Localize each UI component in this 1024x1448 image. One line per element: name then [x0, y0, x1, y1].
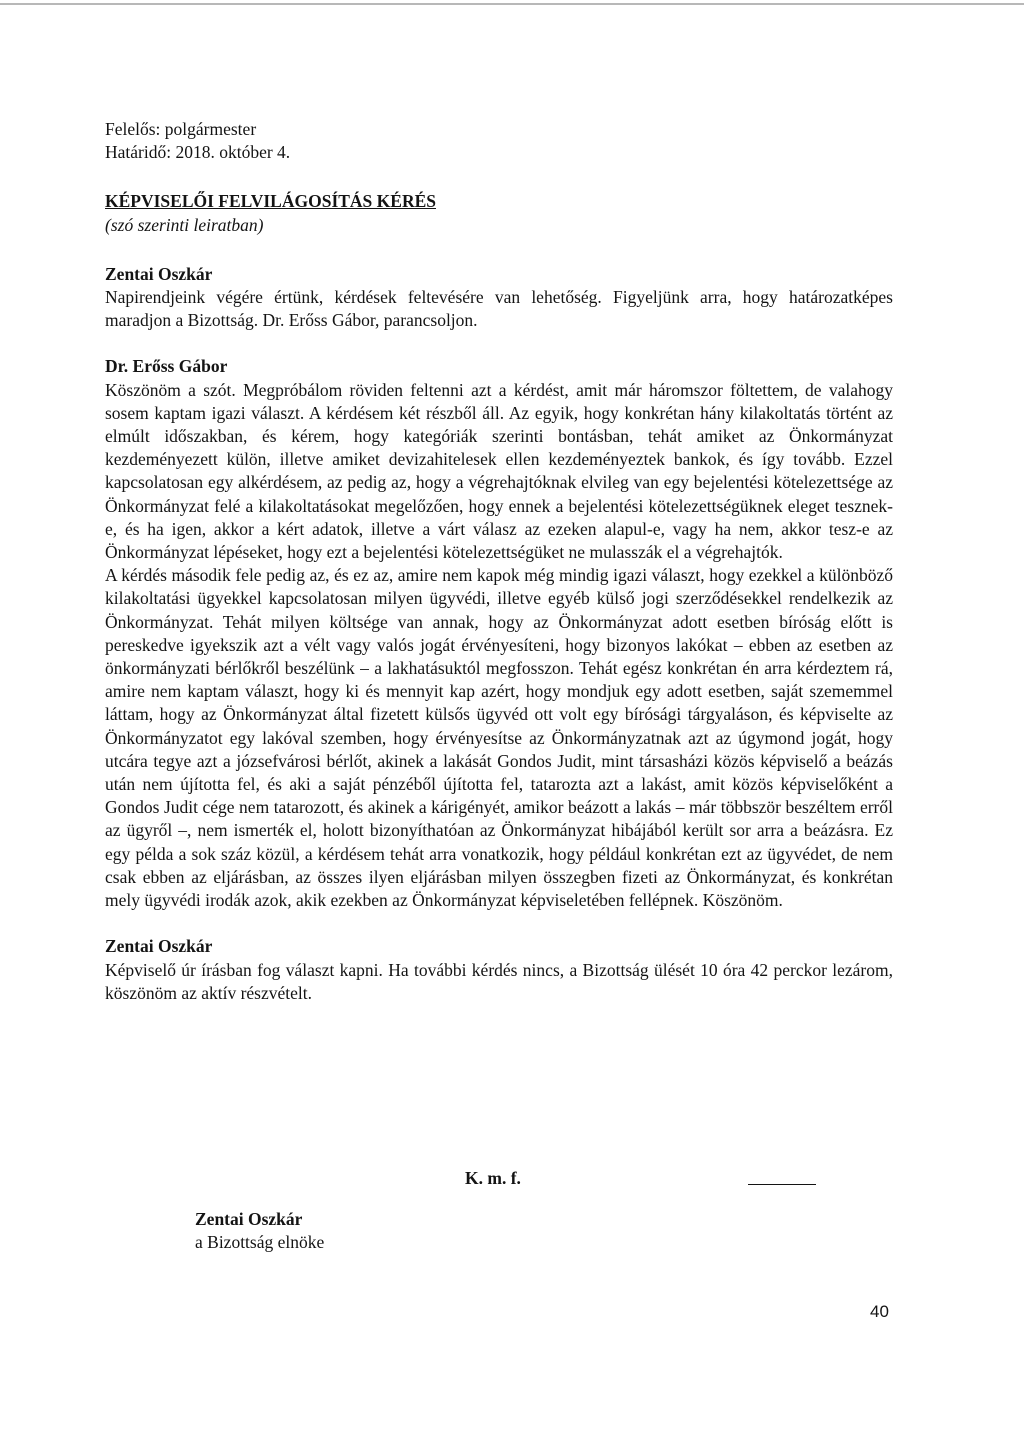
- speaker-name: Zentai Oszkár: [105, 263, 213, 284]
- page-number: 40: [870, 1302, 889, 1321]
- speaker-name: Zentai Oszkár: [105, 936, 213, 957]
- responsible-line: Felelős: polgármester: [105, 119, 257, 139]
- section-subtitle: (szó szerinti leiratban): [105, 214, 264, 235]
- signature-name: Zentai Oszkár: [195, 1209, 303, 1229]
- speech-paragraph: Napirendjeink végére értünk, kérdések feltevésére van lehetőség. Figyeljünk arra, hogy határozatképes maradjon a Bizottság. Dr. Erőss Gábor, parancsoljon.: [105, 287, 893, 331]
- top-border-line: [0, 3, 1024, 5]
- signature-block: [195, 1208, 324, 1254]
- deadline-line: Határidő: 2018. október 4.: [105, 142, 291, 163]
- signature-role: a Bizottság elnöke: [195, 1232, 325, 1253]
- document-body: [105, 118, 893, 1005]
- kmf-label: K. m. f.: [465, 1168, 521, 1188]
- section-title: KÉPVISELŐI FELVILÁGOSÍTÁS KÉRÉS: [105, 191, 436, 212]
- signature-line: [748, 1184, 816, 1185]
- speech-paragraph: Képviselő úr írásban fog választ kapni. Ha további kérdés nincs, a Bizottság ülését 10 óra 42 perckor lezárom, köszönöm az aktív részvételt.: [105, 959, 893, 1003]
- speech-paragraph: Köszönöm a szót. Megpróbálom röviden feltenni azt a kérdést, amit már háromszor föltettem, de valahogy sosem kaptam igazi választ. A kérdésem két részből áll. Az egyik, hogy konkrétan hány kilakoltatás történt az elmúlt időszakban, és kérem, hogy kategóriák szerinti bontásban, tehát amiket az Önkormányzat kezdeményezett külön, illetve amiket devizahitelesek ellen kezdeményeztek bankok, és így tovább. Ezzel kapcsolatosan egy alkérdésem, az pedig az, hogy a végrehajtóknak elvileg van egy bejelentési kötelezettsége az Önkormányzat felé a kilakoltatásokat megelőzően, hogy ennek a bejelentési kötelezettségüknek eleget tesznek-e, és ha igen, akkor a kért adatok, illetve a várt válasz az ezeken alapul-e, vagy ha nem, akkor tesz-e az Önkormányzat lépéseket, hogy ezt a bejelentési kötelezettségüket ne mulasszák el a végrehajtók.: [105, 379, 893, 563]
- speaker-name: Dr. Erőss Gábor: [105, 356, 228, 377]
- speech-paragraph: A kérdés második fele pedig az, és ez az, amire nem kapok még mindig igazi választ, hogy ezekkel a különböző kilakoltatási ügyekkel kapcsolatosan milyen ügyvédi, illetve egyéb külső jogi szerződésekkel rendelkezik az Önkormányzat. Tehát milyen költsége van annak, hogy az Önkormányzat adott esetben bíróság előtt is pereskedve igyekszik azt a vélt vagy valós jogát érvényesíteni, hogy bizonyos lakókat – ebben az esetben az önkormányzati bérlőkről beszélünk – a lakhatásuktól megfosszon. Tehát egész konkrétan én arra kérdeztem rá, amire nem kaptam választ, hogy ki és mennyit kap azért, hogy mondjuk egy adott esetben, saját szememmel láttam, hogy az Önkormányzat által fizetett külsős ügyvéd ott volt egy bírósági tárgyaláson, és képviselte az Önkormányzatot egy lakóval szemben, hogy érvényesítse az Önkormányzatnak azt az úgymond jogát, hogy utcára tegye azt a józsefvárosi bérlőt, akinek a lakását Gondos Judit, mint társasházi közös képviselő a beázás után nem újította fel, és aki a saját pénzéből újította fel, tatarozta azt a lakást, amit közös képviselőként a Gondos Judit cége nem tatarozott, és akinek a kárigényét, amikor beázott a lakás – már többször beszéltem erről az ügyről –, nem ismerték el, holott bizonyíthatóan az Önkormányzat hibájából került sor arra a beázásra. Ez egy példa a sok száz közül, a kérdésem tehát arra vonatkozik, hogy például konkrétan ezt az ügyvédet, de nem csak ebben az eljárásban, az összes ilyen eljárásban milyen összegben fizeti az Önkormányzat, és konkrétan mely ügyvédi irodák azok, akik ezekben az Önkormányzat képviseletében fellépnek. Köszönöm.: [105, 565, 893, 911]
